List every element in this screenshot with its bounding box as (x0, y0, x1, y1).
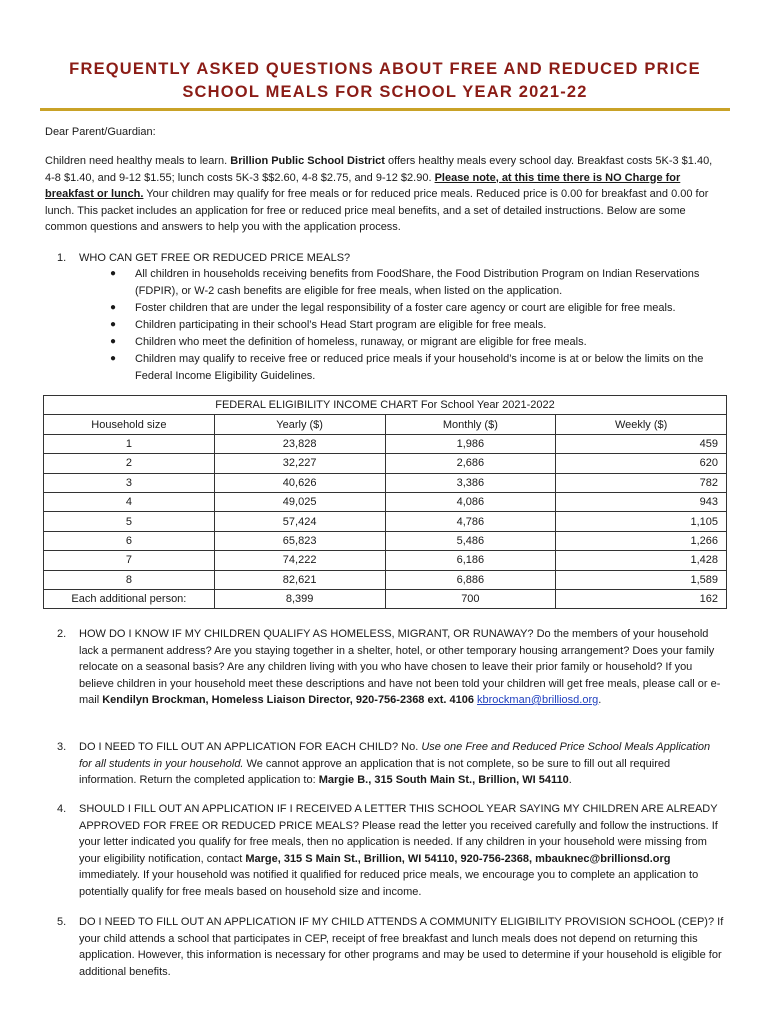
bullet-text: Children may qualify to receive free or reduced price meals if your household’s income is at or below the limits on the Federal Income Eligibility Guidelines. (135, 353, 704, 382)
table-row (44, 570, 727, 589)
bullet-item (110, 300, 722, 317)
intro-paragraph (45, 153, 725, 236)
table-cell: 8,399 (214, 589, 385, 608)
table-row (44, 551, 727, 570)
table-cell: 2 (44, 454, 215, 473)
table-row (44, 531, 727, 550)
table-row (44, 589, 727, 608)
table-cell: 782 (556, 473, 727, 492)
bullet-icon: ● (110, 336, 117, 347)
table-cell: 3,386 (385, 473, 556, 492)
table-cell: 943 (556, 492, 727, 511)
table-cell: 23,828 (214, 434, 385, 453)
return-address: Margie B., 315 South Main St., Brillion, WI 54110 (318, 774, 569, 786)
table-header-row (44, 415, 727, 434)
table-cell: 1 (44, 434, 215, 453)
table-row (44, 512, 727, 531)
bullet-item (110, 351, 722, 384)
income-chart-table (43, 395, 727, 609)
table-cell: 4,086 (385, 492, 556, 511)
table-cell: 4,786 (385, 512, 556, 531)
district-name: Brillion Public School District (230, 155, 385, 167)
bullet-icon: ● (110, 353, 117, 364)
question-4-body-2: immediately. If your household was notified it qualified for reduced price meals, we encourage you to complete an application to potentially qualify for free meals based on household size and income. (79, 869, 699, 898)
question-5-text: DO I NEED TO FILL OUT AN APPLICATION IF MY CHILD ATTENDS A COMMUNITY ELIGIBILITY PROVISION SCHOOL (CEP)? If your child attends a school that participates in CEP, receipt of free breakfast and lunch meals does not depend on returning this application. However, this information is necessary for other programs and may be used to determine if your household is eligible for additional benefits. (79, 916, 724, 978)
table-cell: 459 (556, 434, 727, 453)
bullet-text: All children in households receiving benefits from FoodShare, the Food Distribution Program on Indian Reservations (FDPIR), or W-2 cash benefits are eligible for free meals, when listed on the application. (135, 268, 700, 297)
table-cell: 65,823 (214, 531, 385, 550)
table-cell: 1,986 (385, 434, 556, 453)
table-row (44, 454, 727, 473)
table-cell: 8 (44, 570, 215, 589)
question-3-body-2: We cannot approve an application that is not complete, so be sure to fill out all required information. Return the completed application to: (79, 757, 671, 786)
income-chart-title: FEDERAL ELIGIBILITY INCOME CHART For School Year 2021-2022 (44, 396, 727, 415)
table-cell: 5 (44, 512, 215, 531)
period: . (598, 694, 602, 706)
question-1 (57, 250, 725, 267)
table-cell: 49,025 (214, 492, 385, 511)
question-2-text (79, 626, 725, 709)
table-cell: 5,486 (385, 531, 556, 550)
question-number: 4. (57, 803, 67, 815)
column-header: Weekly ($) (556, 415, 727, 434)
question-2 (57, 626, 725, 709)
one-application-note: Use one Free and Reduced Price School Meals Application for all students in your household. (79, 741, 711, 770)
homeless-liaison-contact: Kendilyn Brockman, Homeless Liaison Director, 920-756-2368 ext. 4106 (102, 694, 474, 706)
column-header: Monthly ($) (385, 415, 556, 434)
table-title-row (44, 396, 727, 415)
title-line-1: FREQUENTLY ASKED QUESTIONS ABOUT FREE AND REDUCED PRICE (69, 60, 701, 78)
table-cell: 40,626 (214, 473, 385, 492)
bullet-text: Children participating in their school’s Head Start program are eligible for free meals. (135, 319, 547, 331)
table-cell: Each additional person: (44, 589, 215, 608)
column-header: Household size (44, 415, 215, 434)
column-header: Yearly ($) (214, 415, 385, 434)
title-line-2: SCHOOL MEALS FOR SCHOOL YEAR 2021-22 (182, 83, 588, 101)
question-number: 3. (57, 741, 67, 753)
table-row (44, 434, 727, 453)
bullet-icon: ● (110, 268, 117, 279)
table-cell: 2,686 (385, 454, 556, 473)
intro-text-1: Children need healthy meals to learn. (45, 155, 231, 167)
table-row (44, 492, 727, 511)
question-number: 2. (57, 628, 67, 640)
greeting: Dear Parent/Guardian: (45, 126, 156, 138)
question-4 (57, 801, 725, 900)
table-cell: 57,424 (214, 512, 385, 531)
question-3-text (79, 739, 725, 789)
no-charge-note: Please note, at this time there is NO Charge for breakfast or lunch. (45, 171, 681, 200)
bullet-text: Foster children that are under the legal responsibility of a foster care agency or court are eligible for free meals. (135, 302, 676, 314)
table-cell: 1,428 (556, 551, 727, 570)
question-4-body-1: SHOULD I FILL OUT AN APPLICATION IF I RECEIVED A LETTER THIS SCHOOL YEAR SAYING MY CHILDREN ARE ALREADY APPROVED FOR FREE OR REDUCED PRICE MEALS? Please read the letter you received carefully and follow the instructions. If your letter indicated you qualify for free meals, then no application is needed. If any children in your household were missing from your eligibility notification, contact (79, 803, 718, 865)
question-3-body-1: DO I NEED TO FILL OUT AN APPLICATION FOR EACH CHILD? No. (79, 741, 422, 753)
question-number: 1. (57, 252, 67, 264)
table-cell: 700 (385, 589, 556, 608)
question-1-text: WHO CAN GET FREE OR REDUCED PRICE MEALS? (79, 252, 351, 264)
intro-text-2: offers healthy meals every school day. Breakfast costs 5K-3 $1.40, 4-8 $1.40, and 9-12 $1.55; lunch costs 5K-3 $$2.60, 4-8 $2.75, and 9-12 $2.90. (45, 155, 713, 184)
table-cell: 6,886 (385, 570, 556, 589)
question-4-text (79, 801, 725, 900)
marge-contact: Marge, 315 S Main St., Brillion, WI 54110, 920-756-2368, mbauknec@brillionsd.org (245, 852, 671, 865)
page-title (40, 58, 730, 104)
bullet-icon: ● (110, 302, 117, 313)
title-divider (40, 108, 730, 111)
table-cell: 1,589 (556, 570, 727, 589)
question-number: 5. (57, 916, 67, 928)
table-cell: 1,266 (556, 531, 727, 550)
table-cell: 620 (556, 454, 727, 473)
intro-text-3: Your children may qualify for free meals or for reduced price meals. Reduced price is 0.00 for breakfast and 0.00 for lunch. This packet includes an application for free or reduced price meal benefits, and a set of detailed instructions. Below are some common questions and answers to help you with the application process. (45, 188, 709, 233)
question-2-body: HOW DO I KNOW IF MY CHILDREN QUALIFY AS HOMELESS, MIGRANT, OR RUNAWAY? Do the members of your household lack a permanent address? Are you staying together in a shelter, hotel, or other temporary housing arrangement? Does your family relocate on a seasonal basis? Are any children living with you who have chosen to leave their prior family or household? If you believe children in your household meet these descriptions and have not been told your children will get free meals, please call or e-mail (79, 628, 721, 706)
table-cell: 6 (44, 531, 215, 550)
table-row (44, 473, 727, 492)
table-cell: 74,222 (214, 551, 385, 570)
period: . (568, 774, 572, 786)
table-cell: 7 (44, 551, 215, 570)
bullet-item (110, 317, 722, 334)
table-cell: 6,186 (385, 551, 556, 570)
table-cell: 3 (44, 473, 215, 492)
question-3 (57, 739, 725, 789)
table-cell: 1,105 (556, 512, 727, 531)
table-cell: 162 (556, 589, 727, 608)
bullet-text: Children who meet the definition of homeless, runaway, or migrant are eligible for free meals. (135, 336, 587, 348)
liaison-email-link[interactable]: kbrockman@brilliosd.org (477, 694, 599, 706)
bullet-item (110, 334, 722, 351)
table-cell: 82,621 (214, 570, 385, 589)
bullet-item (110, 266, 722, 299)
question-5 (57, 914, 725, 980)
table-cell: 32,227 (214, 454, 385, 473)
table-cell: 4 (44, 492, 215, 511)
bullet-icon: ● (110, 319, 117, 330)
